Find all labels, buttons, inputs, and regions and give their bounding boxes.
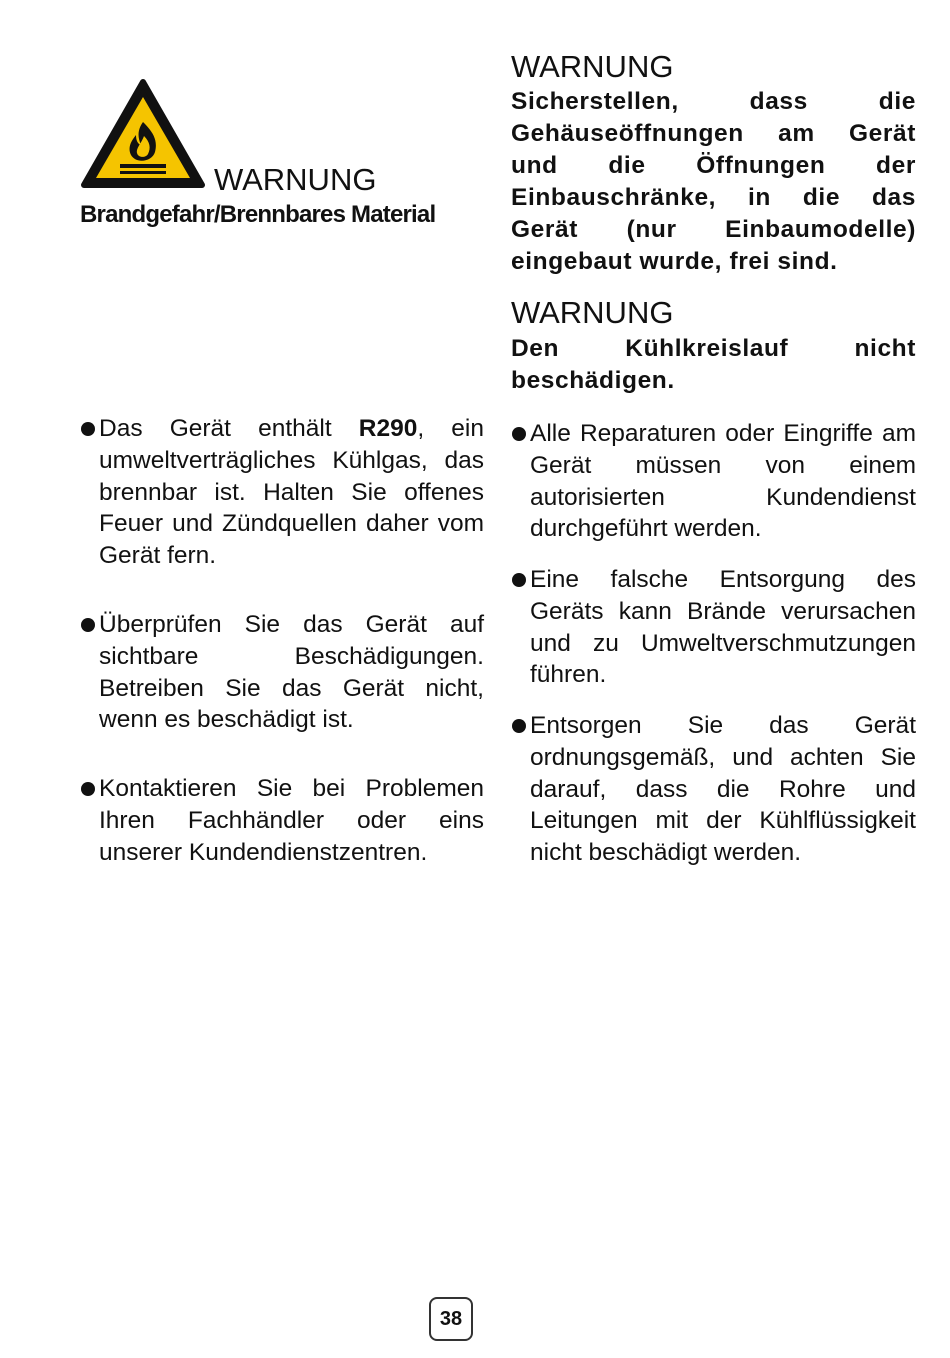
warning-title: WARNUNG (214, 162, 377, 197)
list-item (80, 609, 484, 736)
bullet-icon (81, 618, 95, 632)
bullet-icon (512, 719, 526, 733)
warning-title: WARNUNG (511, 49, 674, 84)
list-item (80, 773, 484, 868)
list-item (511, 418, 916, 545)
bullet-icon (512, 427, 526, 441)
warning-text: Sicherstellen, dass die Gehäuseöffnungen am Gerät und die Öffnungen der Einbauschränke, in die das Gerät (nur Einbaumodelle) eingebaut wurde, frei sind. (511, 88, 916, 275)
page-number: 38 (429, 1297, 473, 1341)
bullet-text: Überprüfen Sie das Gerät auf sichtbare Beschädigungen. Betreiben Sie das Gerät nicht, wenn es beschädigt ist. (99, 611, 484, 734)
list-item (511, 564, 916, 691)
bullet-icon (81, 422, 95, 436)
warning-text: Den Kühlkreislauf nicht beschädigen. (511, 335, 916, 394)
list-item (80, 413, 484, 572)
refrigerant-name: R290 (358, 415, 418, 442)
bullet-text: Entsorgen Sie das Gerät ordnungsgemäß, und achten Sie darauf, dass die Rohre und Leitungen mit der Kühlflüssigkeit nicht beschädigt werden. (530, 712, 916, 867)
warning-title: WARNUNG (511, 295, 674, 330)
bullet-icon (512, 573, 526, 587)
flammable-warning-icon (80, 78, 206, 190)
bullet-text: Kontaktieren Sie bei Problemen Ihren Fachhändler oder eins unserer Kundendienstzentren. (99, 775, 484, 866)
bullet-text: Das Gerät enthält (99, 415, 359, 442)
bullet-text: Eine falsche Entsorgung des Geräts kann Brände verursachen und zu Umweltverschmutzungen führen. (530, 566, 916, 689)
warning-subtitle: Brandgefahr/Brennbares Material (80, 201, 436, 228)
bullet-text: , ein umweltverträgliches Kühlgas, das brennbar ist. Halten Sie offenes Feuer und Zündquellen daher vom Gerät fern. (99, 415, 485, 570)
list-item (511, 710, 916, 869)
bullet-icon (81, 782, 95, 796)
bullet-text: Alle Reparaturen oder Eingriffe am Gerät müssen von einem autorisierten Kundendienst durchgeführt werden. (530, 420, 916, 543)
